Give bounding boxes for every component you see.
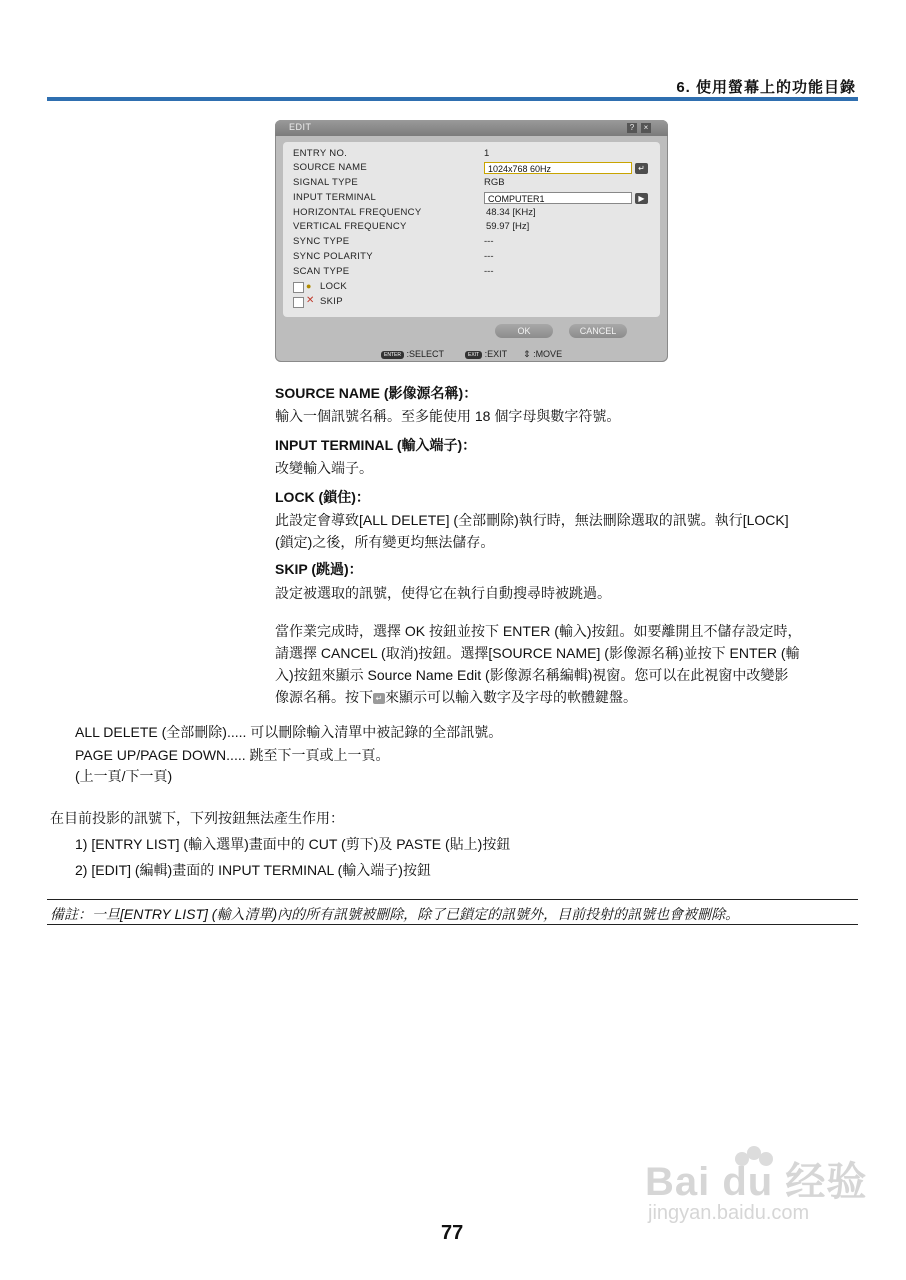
input-terminal-label: INPUT TERMINAL bbox=[293, 192, 377, 203]
select-hint: :SELECT bbox=[406, 349, 444, 359]
source-name-label: SOURCE NAME bbox=[293, 162, 368, 173]
enter-icon[interactable]: ↵ bbox=[635, 163, 648, 174]
dialog-panel bbox=[283, 142, 660, 317]
arrow-right-icon[interactable]: ▶ bbox=[635, 193, 648, 204]
source-name-heading: SOURCE NAME (影像源名稱)： bbox=[275, 385, 478, 401]
lock-checkbox[interactable] bbox=[293, 282, 304, 293]
horizontal-frequency-value: 48.34 [KHz] bbox=[486, 207, 536, 218]
watermark-brand: Bai du 经验 bbox=[645, 1160, 868, 1204]
dialog-title: EDIT bbox=[289, 122, 312, 132]
lock-text-line-2: (鎖定)之後，所有變更均無法儲存。 bbox=[275, 534, 495, 550]
move-hint: :MOVE bbox=[533, 349, 563, 359]
page-updown-desc: PAGE UP/PAGE DOWN..... 跳至下一頁或上一頁。 bbox=[75, 747, 390, 763]
header-rule bbox=[47, 97, 858, 101]
note-bottom-rule bbox=[47, 924, 858, 925]
close-icon[interactable]: × bbox=[641, 123, 651, 133]
ok-button[interactable]: OK bbox=[495, 324, 553, 338]
lock-text-line-1: 此設定會導致[ALL DELETE] (全部刪除)執行時，無法刪除選取的訊號。執行[LOCK] bbox=[275, 512, 789, 528]
source-name-text: 輸入一個訊號名稱。至多能使用 18 個字母與數字符號。 bbox=[275, 408, 621, 424]
sync-type-label: SYNC TYPE bbox=[293, 236, 350, 247]
lock-heading: LOCK (鎖住)： bbox=[275, 489, 370, 505]
disabled-item-2: 2) [EDIT] (編輯)畫面的 INPUT TERMINAL (輸入端子)按鈕 bbox=[75, 862, 431, 878]
skip-heading: SKIP (跳過)： bbox=[275, 561, 363, 577]
entry-no-value: 1 bbox=[484, 148, 490, 159]
source-name-field[interactable]: 1024x768 60Hz bbox=[484, 162, 632, 174]
enter-key-icon: ENTER bbox=[381, 351, 404, 359]
signal-type-label: SIGNAL TYPE bbox=[293, 177, 359, 188]
page-updown-sub: (上一頁/下一頁) bbox=[75, 768, 173, 784]
procedure-line-4a: 像源名稱。按下 bbox=[275, 689, 373, 705]
skip-icon: ✕ bbox=[306, 295, 315, 306]
vertical-frequency-label: VERTICAL FREQUENCY bbox=[293, 221, 407, 232]
disabled-item-1: 1) [ENTRY LIST] (輸入選單)畫面中的 CUT (剪下)及 PASTE (貼上)按鈕 bbox=[75, 836, 511, 852]
help-icon[interactable]: ? bbox=[627, 123, 637, 133]
sync-type-value: --- bbox=[484, 236, 494, 247]
procedure-line-3: 入)按鈕來顯示 Source Name Edit (影像源名稱編輯)視窗。您可以在此視窗中改變影 bbox=[275, 667, 789, 683]
scan-type-label: SCAN TYPE bbox=[293, 266, 350, 277]
input-terminal-text: 改變輸入端子。 bbox=[275, 460, 373, 476]
watermark-url: jingyan.baidu.com bbox=[648, 1202, 810, 1224]
vertical-frequency-value: 59.97 [Hz] bbox=[486, 221, 530, 232]
disabled-buttons-intro: 在目前投影的訊號下，下列按鈕無法產生作用： bbox=[50, 810, 344, 826]
input-terminal-heading: INPUT TERMINAL (輸入端子)： bbox=[275, 437, 477, 453]
all-delete-desc: ALL DELETE (全部刪除)..... 可以刪除輸入清單中被記錄的全部訊號。 bbox=[75, 724, 503, 740]
input-terminal-select[interactable]: COMPUTER1 bbox=[484, 192, 632, 204]
procedure-line-1: 當作業完成時，選擇 OK 按鈕並按下 ENTER (輸入)按鈕。如要離開且不儲存設定時， bbox=[275, 623, 802, 639]
edit-dialog bbox=[275, 120, 668, 362]
sync-polarity-label: SYNC POLARITY bbox=[293, 251, 373, 262]
chapter-title: 6. 使用螢幕上的功能目錄 bbox=[676, 79, 856, 96]
sync-polarity-value: --- bbox=[484, 251, 494, 262]
skip-text: 設定被選取的訊號，使得它在執行自動搜尋時被跳過。 bbox=[275, 585, 611, 601]
page-number: 77 bbox=[441, 1222, 464, 1244]
dialog-footer bbox=[275, 346, 668, 362]
enter-key-inline-icon: ↵ bbox=[373, 693, 385, 704]
cancel-button[interactable]: CANCEL bbox=[569, 324, 627, 338]
horizontal-frequency-label: HORIZONTAL FREQUENCY bbox=[293, 207, 422, 218]
signal-type-value: RGB bbox=[484, 177, 505, 188]
lock-label: LOCK bbox=[320, 281, 348, 292]
procedure-line-2: 請選擇 CANCEL (取消)按鈕。選擇[SOURCE NAME] (影像源名稱)並按下 ENTER (輸 bbox=[275, 645, 800, 661]
dialog-titlebar bbox=[275, 120, 668, 136]
skip-label: SKIP bbox=[320, 296, 343, 307]
lock-icon: ● bbox=[306, 281, 312, 291]
entry-no-label: ENTRY NO. bbox=[293, 148, 348, 159]
move-icon: ⇕ bbox=[523, 349, 531, 359]
exit-key-icon: EXIT bbox=[465, 351, 482, 359]
procedure-line-4 bbox=[275, 686, 637, 709]
procedure-line-4b: 來顯示可以輸入數字及字母的軟體鍵盤。 bbox=[385, 689, 637, 705]
skip-checkbox[interactable] bbox=[293, 297, 304, 308]
note-text: 備註：一旦[ENTRY LIST] (輸入清單)內的所有訊號被刪除，除了已鎖定的訊號外，目前投射的訊號也會被刪除。 bbox=[50, 906, 740, 922]
note-top-rule bbox=[47, 899, 858, 900]
exit-hint: :EXIT bbox=[484, 349, 508, 359]
scan-type-value: --- bbox=[484, 266, 494, 277]
